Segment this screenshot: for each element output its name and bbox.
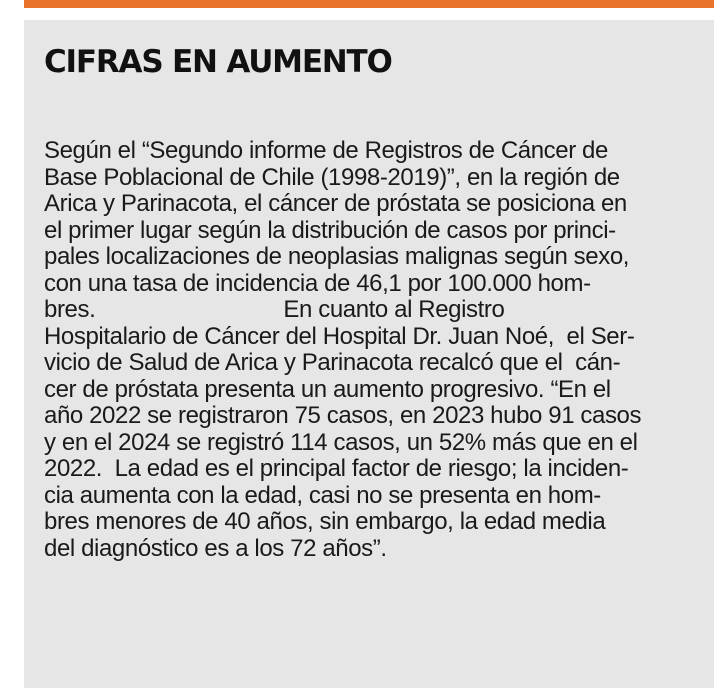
body-line: bres. En cuanto al Registro: [44, 296, 505, 323]
body-line: el primer lugar según la distribución de casos por princi-: [44, 216, 616, 244]
body-line: pales localizaciones de neoplasias malignas según sexo,: [44, 243, 630, 270]
body-line: con una tasa de incidencia de 46,1 por 100.000 hom-: [44, 269, 591, 297]
body-line: 2022. La edad es el principal factor de riesgo; la inciden-: [44, 455, 629, 482]
body-line: Base Poblacional de Chile (1998-2019)”, en la región de: [44, 163, 620, 191]
body-line: cia aumenta con la edad, casi no se presenta en hom-: [44, 481, 601, 509]
body-line: del diagnóstico es a los 72 años”.: [44, 534, 387, 562]
box-title: CIFRAS EN AUMENTO: [44, 44, 392, 80]
body-line: Según el “Segundo informe de Registros de Cáncer de: [44, 137, 608, 164]
body-line: y en el 2024 se registró 114 casos, un 52% más que en el: [44, 428, 638, 456]
box-body: [44, 138, 714, 562]
body-line: Arica y Parinacota, el cáncer de próstata se posiciona en: [44, 190, 627, 217]
accent-rule: [24, 0, 714, 8]
body-line: bres menores de 40 años, sin embargo, la edad media: [44, 508, 606, 535]
body-line: Hospitalario de Cáncer del Hospital Dr. Juan Noé, el Ser-: [44, 322, 635, 350]
sidebar-box: [24, 20, 714, 688]
body-line: vicio de Salud de Arica y Parinacota recalcó que el cán-: [44, 349, 621, 376]
body-line: cer de próstata presenta un aumento progresivo. “En el: [44, 375, 611, 403]
body-line: año 2022 se registraron 75 casos, en 2023 hubo 91 casos: [44, 402, 642, 429]
